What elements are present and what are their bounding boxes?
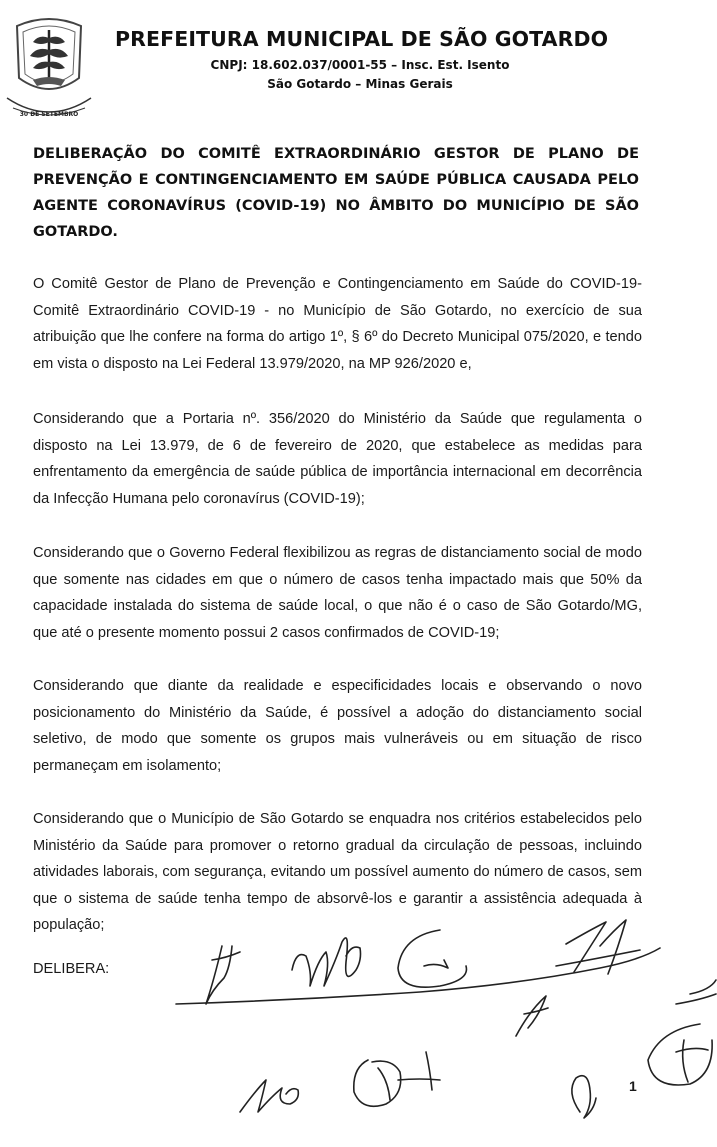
paragraph-preamble: O Comitê Gestor de Plano de Prevenção e Contingenciamento em Saúde do COVID-19-Comitê Extraordinário COVID-19 - no Município de São Gotardo, no exercício de sua atribuição que lhe confere na forma do artigo 1º, § 6º do Decreto Municipal 075/2020, e tendo em vista o disposto na Lei Federal 13.979/2020, na MP 926/2020 e,: [33, 276, 642, 372]
paragraph-considering-4: Considerando que o Município de São Gotardo se enquadra nos critérios estabelecidos pelo Ministério da Saúde para promover o retorno gradual da circulação de pessoas, incluindo atividades laborais, com segurança, evitando um possível aumento do número de casos, sem que o sistema de saúde tenha tempo de absorvê-los e garantir a assistência adequada à população;: [33, 811, 642, 933]
institution-title: PREFEITURA MUNICIPAL DE SÃO GOTARDO: [115, 27, 609, 51]
svg-text:30 DE SETEMBRO: 30 DE SETEMBRO: [19, 111, 79, 118]
cnpj-line: CNPJ: 18.602.037/0001-55 – Insc. Est. Isento: [210, 58, 510, 72]
page-number: 1: [629, 1078, 637, 1094]
document-heading: DELIBERAÇÃO DO COMITÊ EXTRAORDINÁRIO GESTOR DE PLANO DE PREVENÇÃO E CONTINGENCIAMENTO EM SAÚDE PÚBLICA CAUSADA PELO AGENTE CORONAVÍRUS (COVID-19) NO ÂMBITO DO MUNICÍPIO DE SÃO GOTARDO.: [33, 146, 639, 240]
location-line: São Gotardo – Minas Gerais: [267, 77, 453, 91]
paragraph-considering-3: Considerando que diante da realidade e especificidades locais e observando o novo posicionamento do Ministério da Saúde, é possível a adoção do distanciamento social seletivo, de modo que somente os grupos mais vulneráveis ou em situação de risco permaneçam em isolamento;: [33, 678, 642, 774]
paragraph-considering-1: Considerando que a Portaria nº. 356/2020 do Ministério da Saúde que regulamenta o disposto na Lei 13.979, de 6 de fevereiro de 2020, que estabelece as medidas para enfrentamento da emergência de saúde pública de importância internacional em decorrência da Infecção Humana pelo coronavírus (COVID-19);: [33, 411, 642, 507]
coat-of-arms-icon: [3, 8, 95, 126]
delibera-label: DELIBERA:: [33, 961, 110, 977]
paragraph-considering-2: Considerando que o Governo Federal flexibilizou as regras de distanciamento social de modo que somente nas cidades em que o número de casos tenha impactado mais que 50% da capacidade instalada do sistema de saúde local, o que não é o caso de São Gotardo/MG, que até o presente momento possui 2 casos confirmados de COVID-19;: [33, 545, 642, 641]
